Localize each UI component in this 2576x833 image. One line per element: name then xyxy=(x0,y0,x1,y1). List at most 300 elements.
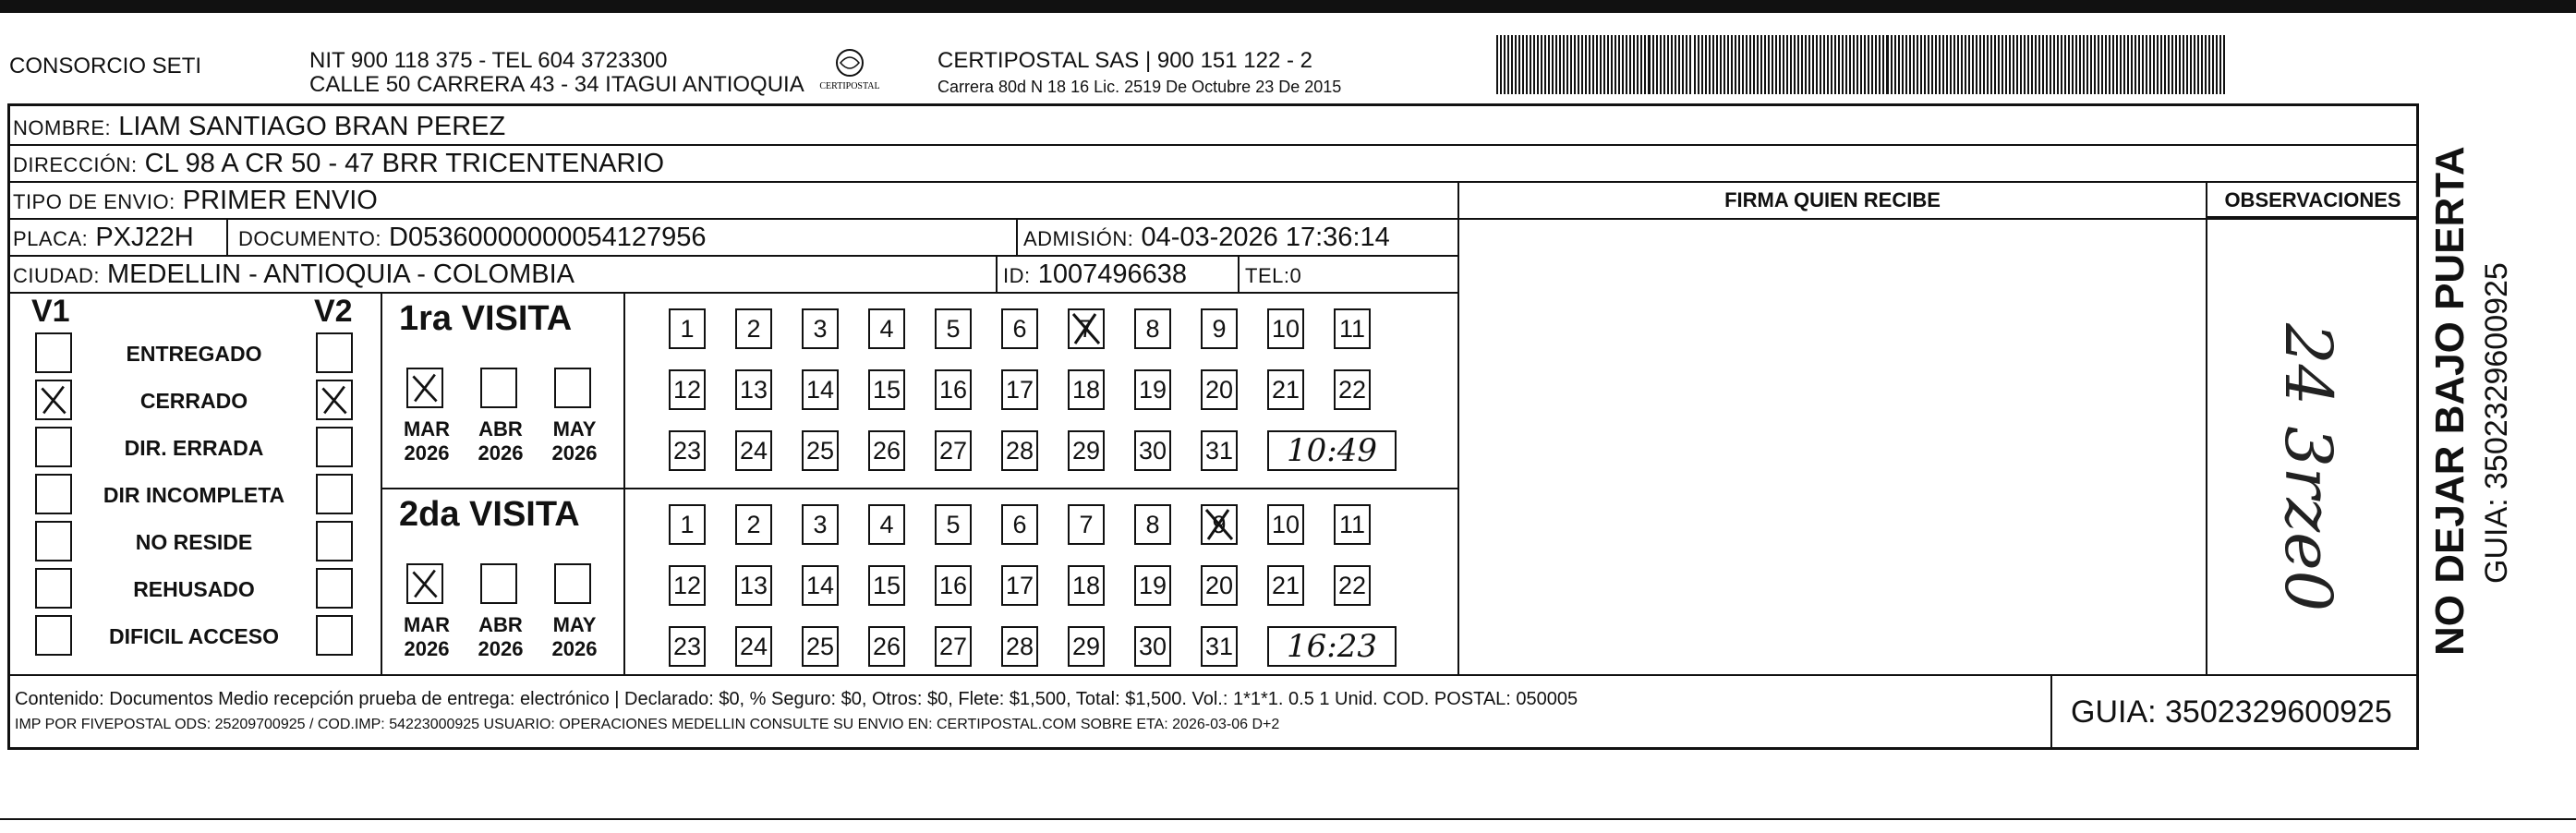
barcode-bar xyxy=(1797,35,1799,94)
month-checkbox[interactable] xyxy=(554,563,591,604)
status-label: DIR INCOMPLETA xyxy=(103,483,285,507)
barcode-bar xyxy=(1644,35,1646,94)
row-divider xyxy=(9,255,1457,257)
barcode-bar xyxy=(1735,35,1736,94)
v2-checkbox[interactable] xyxy=(316,427,353,467)
barcode-bar xyxy=(2002,35,2003,94)
barcode-bar xyxy=(1574,35,1576,94)
barcode-bar xyxy=(1663,35,1665,94)
month-checkbox[interactable] xyxy=(480,563,517,604)
id-label: ID: xyxy=(1003,264,1031,287)
barcode-bar xyxy=(2016,35,2018,94)
month-label xyxy=(473,417,528,465)
barcode-bar xyxy=(2075,35,2077,94)
barcode-bar xyxy=(1942,35,1944,94)
tel-label: TEL: xyxy=(1245,264,1290,287)
day-box[interactable]: 5 xyxy=(935,308,972,349)
barcode-bar xyxy=(1898,35,1900,94)
day-box[interactable]: 4 xyxy=(868,308,905,349)
barcode-bar xyxy=(2064,35,2066,94)
barcode-bar xyxy=(1511,35,1513,94)
barcode-bar xyxy=(2038,35,2040,94)
barcode-bar xyxy=(1772,35,1773,94)
day-box[interactable]: 15 xyxy=(868,369,905,410)
day-box[interactable]: 26 xyxy=(868,430,905,471)
month-name: MAR xyxy=(403,417,451,441)
barcode-bar xyxy=(1555,35,1557,94)
day-box[interactable]: 28 xyxy=(1001,626,1038,667)
barcode-bar xyxy=(1675,35,1676,94)
barcode-bar xyxy=(1689,35,1691,94)
barcode-bar xyxy=(1894,35,1896,94)
v2-checkbox[interactable] xyxy=(316,568,353,609)
month-year: 2026 xyxy=(478,637,524,660)
barcode-bar xyxy=(1875,35,1877,94)
admision-row xyxy=(1023,222,1390,255)
nombre-row xyxy=(13,111,505,144)
day-box[interactable]: 6 xyxy=(1001,504,1038,545)
firma-divider xyxy=(1457,181,1459,674)
barcode-bar xyxy=(1626,35,1627,94)
barcode-bar xyxy=(2175,35,2177,94)
barcode-bar xyxy=(1600,35,1602,94)
barcode-bar xyxy=(1678,35,1680,94)
barcode-bar xyxy=(1637,35,1639,94)
barcode-bar xyxy=(1968,35,1970,94)
day-box[interactable]: 30 xyxy=(1134,626,1171,667)
footer-content-line: Contenido: Documentos Medio recepción prueba de entrega: electrónico | Declarado: $0, % Seguro: $0, Otros: $0, Flete: $1,500, Total: $1,500. Vol.: 1*1*1. 0.5 1 Unid. COD. POSTAL: 050005 xyxy=(15,689,1578,709)
day-box[interactable]: 19 xyxy=(1134,369,1171,410)
barcode-bar xyxy=(2112,35,2114,94)
ciudad-value: MEDELLIN - ANTIOQUIA - COLOMBIA xyxy=(107,260,575,289)
barcode-bar xyxy=(1801,35,1803,94)
barcode-bar xyxy=(1548,35,1550,94)
barcode-bar xyxy=(1860,35,1862,94)
barcode-bar xyxy=(1603,35,1605,94)
barcode-bar xyxy=(1946,35,1948,94)
barcode-bar xyxy=(1853,35,1855,94)
day-box[interactable]: 11 xyxy=(1334,504,1371,545)
barcode-bar xyxy=(1794,35,1796,94)
tel-value: 0 xyxy=(1289,264,1301,287)
day-box[interactable]: 6 xyxy=(1001,308,1038,349)
barcode-bar xyxy=(1496,35,1498,94)
status-label: DIFICIL ACCESO xyxy=(108,624,279,648)
barcode-bar xyxy=(2086,35,2088,94)
barcode-bar xyxy=(1891,35,1893,94)
barcode-bar xyxy=(1834,35,1836,94)
barcode-bar xyxy=(1541,35,1542,94)
barcode xyxy=(1496,35,2235,94)
day-box[interactable]: 16 xyxy=(935,369,972,410)
barcode-bar xyxy=(2197,35,2199,94)
day-box[interactable]: 9 xyxy=(1201,504,1238,545)
barcode-bar xyxy=(2042,35,2044,94)
barcode-bar xyxy=(1515,35,1517,94)
barcode-bar xyxy=(1827,35,1829,94)
barcode-bar xyxy=(1972,35,1974,94)
carrier-line: CERTIPOSTAL SAS | 900 151 122 - 2 xyxy=(937,48,1312,73)
barcode-bar xyxy=(1831,35,1832,94)
day-box[interactable]: 7 xyxy=(1068,504,1105,545)
barcode-bar xyxy=(2068,35,2070,94)
day-box[interactable]: 15 xyxy=(868,565,905,606)
barcode-bar xyxy=(2072,35,2074,94)
month-label xyxy=(473,613,528,661)
day-box[interactable]: 23 xyxy=(669,430,706,471)
day-box[interactable]: 1 xyxy=(669,504,706,545)
barcode-bar xyxy=(1976,35,1977,94)
barcode-bar xyxy=(2146,35,2147,94)
logo-text: CERTIPOSTAL xyxy=(819,81,880,91)
day-box[interactable]: 18 xyxy=(1068,369,1105,410)
barcode-bar xyxy=(1552,35,1554,94)
month-year: 2026 xyxy=(551,637,598,660)
day-box[interactable]: 5 xyxy=(935,504,972,545)
barcode-bar xyxy=(2123,35,2125,94)
barcode-bar xyxy=(1790,35,1792,94)
observation-signature: 24 3rze0 xyxy=(2270,323,2346,612)
barcode-bar xyxy=(2186,35,2188,94)
barcode-bar xyxy=(1712,35,1714,94)
day-box[interactable]: 4 xyxy=(868,504,905,545)
day-box[interactable]: 17 xyxy=(1001,565,1038,606)
nit-line: NIT 900 118 375 - TEL 604 3723300 xyxy=(309,48,668,73)
barcode-bar xyxy=(2098,35,2099,94)
barcode-bar xyxy=(2168,35,2170,94)
barcode-bar xyxy=(2160,35,2162,94)
barcode-bar xyxy=(1842,35,1844,94)
barcode-bar xyxy=(1928,35,1929,94)
v2-checkbox[interactable] xyxy=(316,332,353,373)
barcode-bar xyxy=(1783,35,1784,94)
barcode-bar xyxy=(2105,35,2107,94)
id-value: 1007496638 xyxy=(1037,260,1187,289)
day-box[interactable]: 26 xyxy=(868,626,905,667)
barcode-bar xyxy=(1596,35,1598,94)
tipo-label: TIPO DE ENVIO: xyxy=(13,190,175,213)
barcode-bar xyxy=(1764,35,1766,94)
barcode-bar xyxy=(1902,35,1904,94)
barcode-bar xyxy=(1530,35,1531,94)
barcode-bar xyxy=(1570,35,1572,94)
cell-divider xyxy=(1238,255,1240,292)
barcode-bar xyxy=(1671,35,1673,94)
barcode-bar xyxy=(2046,35,2048,94)
barcode-bar xyxy=(1544,35,1546,94)
barcode-bar xyxy=(1618,35,1620,94)
day-box[interactable]: 20 xyxy=(1201,369,1238,410)
day-box[interactable]: 31 xyxy=(1201,626,1238,667)
barcode-bar xyxy=(1667,35,1669,94)
v2-checkbox[interactable] xyxy=(316,615,353,656)
barcode-bar xyxy=(1611,35,1613,94)
barcode-bar xyxy=(1682,35,1684,94)
barcode-bar xyxy=(1753,35,1755,94)
day-box[interactable]: 30 xyxy=(1134,430,1171,471)
barcode-bar xyxy=(1537,35,1539,94)
barcode-bar xyxy=(1709,35,1711,94)
barcode-bar xyxy=(1705,35,1707,94)
footer-guia: GUIA: 3502329600925 xyxy=(2071,694,2392,730)
month-label xyxy=(547,417,602,465)
barcode-bar xyxy=(1723,35,1725,94)
barcode-bar xyxy=(1640,35,1642,94)
barcode-bar xyxy=(1823,35,1825,94)
day-box[interactable]: 13 xyxy=(735,565,772,606)
day-box[interactable]: 2 xyxy=(735,504,772,545)
nombre-label: NOMBRE: xyxy=(13,116,112,139)
day-box[interactable]: 3 xyxy=(802,504,839,545)
day-box[interactable]: 7 xyxy=(1068,308,1105,349)
day-box[interactable]: 16 xyxy=(935,565,972,606)
certipostal-logo xyxy=(813,44,887,100)
month-checkbox[interactable] xyxy=(406,563,443,604)
barcode-bar xyxy=(1845,35,1847,94)
status-label: DIR. ERRADA xyxy=(124,436,264,460)
barcode-bar xyxy=(2171,35,2173,94)
obs-divider xyxy=(2206,181,2207,674)
visit-divider xyxy=(381,488,1457,489)
tipo-row xyxy=(13,185,378,218)
day-box[interactable]: 18 xyxy=(1068,565,1105,606)
day-box[interactable]: 25 xyxy=(802,430,839,471)
month-year: 2026 xyxy=(551,441,598,465)
day-box[interactable]: 28 xyxy=(1001,430,1038,471)
barcode-bar xyxy=(1615,35,1616,94)
footer-divider xyxy=(9,674,2419,676)
barcode-bar xyxy=(1652,35,1654,94)
barcode-bar xyxy=(2120,35,2122,94)
day-box[interactable]: 29 xyxy=(1068,430,1105,471)
month-name: MAY xyxy=(552,417,597,441)
status-label: ENTREGADO xyxy=(126,342,262,366)
barcode-bar xyxy=(2024,35,2026,94)
day-box[interactable]: 10 xyxy=(1267,504,1304,545)
barcode-bar xyxy=(2149,35,2151,94)
day-box[interactable]: 25 xyxy=(802,626,839,667)
barcode-bar xyxy=(1518,35,1520,94)
barcode-bar xyxy=(1507,35,1509,94)
barcode-bar xyxy=(1994,35,1996,94)
barcode-bar xyxy=(2157,35,2159,94)
month-name: ABR xyxy=(478,417,523,441)
firma-header: FIRMA QUIEN RECIBE xyxy=(1724,188,1941,211)
day-box[interactable]: 20 xyxy=(1201,565,1238,606)
day-box[interactable]: 21 xyxy=(1267,369,1304,410)
barcode-bar xyxy=(1864,35,1866,94)
barcode-bar xyxy=(1965,35,1966,94)
month-checkbox[interactable] xyxy=(480,368,517,408)
tel-row xyxy=(1245,260,1301,292)
day-box[interactable]: 31 xyxy=(1201,430,1238,471)
cell-divider xyxy=(1016,218,1018,255)
month-checkbox[interactable] xyxy=(406,368,443,408)
barcode-bar xyxy=(1838,35,1840,94)
documento-label: DOCUMENTO: xyxy=(238,227,381,250)
day-box[interactable]: 17 xyxy=(1001,369,1038,410)
day-box[interactable]: 23 xyxy=(669,626,706,667)
barcode-bar xyxy=(2127,35,2129,94)
ciudad-row xyxy=(13,259,574,292)
barcode-bar xyxy=(1522,35,1524,94)
barcode-bar xyxy=(2031,35,2033,94)
day-box[interactable]: 8 xyxy=(1134,308,1171,349)
month-name: ABR xyxy=(478,613,523,636)
admision-value: 04-03-2026 17:36:14 xyxy=(1141,223,1390,252)
barcode-bar xyxy=(1607,35,1609,94)
status-label: CERRADO xyxy=(139,389,248,413)
barcode-bar xyxy=(1990,35,1992,94)
tipo-value: PRIMER ENVIO xyxy=(182,186,378,215)
ciudad-label: CIUDAD: xyxy=(13,264,100,287)
barcode-bar xyxy=(2079,35,2081,94)
day-box[interactable]: 9 xyxy=(1201,308,1238,349)
barcode-bar xyxy=(1757,35,1759,94)
barcode-bar xyxy=(1585,35,1587,94)
barcode-bar xyxy=(2205,35,2207,94)
direccion-row xyxy=(13,148,664,181)
day-box[interactable]: 2 xyxy=(735,308,772,349)
direccion-label: DIRECCIÓN: xyxy=(13,153,138,176)
barcode-bar xyxy=(1746,35,1748,94)
obs-header-line xyxy=(2206,216,2419,218)
footer-print-line: IMP POR FIVEPOSTAL ODS: 25209700925 / COD.IMP: 54223000925 USUARIO: OPERACIONES MEDELLIN CONSULTE SU ENVIO EN: CERTIPOSTAL.COM SOBRE ETA: 2026-03-06 D+2 xyxy=(15,717,1280,732)
admision-label: ADMISIÓN: xyxy=(1023,227,1134,250)
barcode-bar xyxy=(1983,35,1985,94)
month-name: MAR xyxy=(403,613,451,636)
day-box[interactable]: 14 xyxy=(802,369,839,410)
no-dejar-bajo-puerta: NO DEJAR BAJO PUERTA xyxy=(2427,146,2473,656)
day-box[interactable]: 1 xyxy=(669,308,706,349)
placa-label: PLACA: xyxy=(13,227,89,250)
barcode-bar xyxy=(1939,35,1941,94)
v2-header: V2 xyxy=(314,294,353,329)
barcode-bar xyxy=(1742,35,1744,94)
barcode-bar xyxy=(1727,35,1729,94)
barcode-bar xyxy=(1738,35,1740,94)
barcode-bar xyxy=(1882,35,1884,94)
v2-checkbox[interactable] xyxy=(316,521,353,561)
v2-checkbox[interactable] xyxy=(316,474,353,514)
barcode-bar xyxy=(2020,35,2022,94)
barcode-bar xyxy=(1856,35,1858,94)
address-line: CALLE 50 CARRERA 43 - 34 ITAGUI ANTIOQUIA xyxy=(309,72,804,97)
day-box[interactable]: 14 xyxy=(802,565,839,606)
barcode-bar xyxy=(2138,35,2140,94)
day-box[interactable]: 22 xyxy=(1334,369,1371,410)
barcode-bar xyxy=(2027,35,2029,94)
barcode-bar xyxy=(1849,35,1851,94)
barcode-bar xyxy=(2194,35,2195,94)
barcode-bar xyxy=(1633,35,1635,94)
status-label: REHUSADO xyxy=(133,577,255,601)
barcode-bar xyxy=(2035,35,2037,94)
month-label xyxy=(399,417,454,465)
barcode-bar xyxy=(1731,35,1733,94)
visit-time: 16:23 xyxy=(1267,626,1397,667)
day-box[interactable]: 19 xyxy=(1134,565,1171,606)
day-box[interactable]: 27 xyxy=(935,626,972,667)
barcode-bar xyxy=(2013,35,2014,94)
barcode-bar xyxy=(1820,35,1821,94)
barcode-bar xyxy=(1879,35,1881,94)
barcode-bar xyxy=(1698,35,1699,94)
v2-checkbox[interactable] xyxy=(316,380,353,420)
barcode-bar xyxy=(1775,35,1777,94)
barcode-bar xyxy=(1500,35,1502,94)
company-name: CONSORCIO SETI xyxy=(9,54,202,78)
barcode-bar xyxy=(2116,35,2118,94)
barcode-bar xyxy=(2083,35,2085,94)
day-box[interactable]: 12 xyxy=(669,369,706,410)
footer-divider-v xyxy=(2050,674,2052,748)
barcode-bar xyxy=(1578,35,1579,94)
direccion-value: CL 98 A CR 50 - 47 BRR TRICENTENARIO xyxy=(144,149,665,178)
barcode-bar xyxy=(2201,35,2203,94)
barcode-bar xyxy=(1566,35,1568,94)
barcode-bar xyxy=(2090,35,2092,94)
barcode-bar xyxy=(1768,35,1770,94)
barcode-bar xyxy=(1504,35,1506,94)
barcode-bar xyxy=(1629,35,1631,94)
barcode-bar xyxy=(1953,35,1955,94)
month-checkbox[interactable] xyxy=(554,368,591,408)
barcode-bar xyxy=(1720,35,1722,94)
barcode-bar xyxy=(2009,35,2011,94)
day-box[interactable]: 10 xyxy=(1267,308,1304,349)
barcode-bar xyxy=(2057,35,2059,94)
day-box[interactable]: 27 xyxy=(935,430,972,471)
day-box[interactable]: 22 xyxy=(1334,565,1371,606)
barcode-bar xyxy=(2164,35,2166,94)
barcode-bar xyxy=(2223,35,2225,94)
top-border-bar xyxy=(0,0,2576,13)
barcode-bar xyxy=(1961,35,1963,94)
barcode-bar xyxy=(1931,35,1933,94)
id-row xyxy=(1003,259,1187,292)
barcode-bar xyxy=(1716,35,1718,94)
day-box[interactable]: 12 xyxy=(669,565,706,606)
day-box[interactable]: 24 xyxy=(735,626,772,667)
documento-value: D05360000000054127956 xyxy=(389,223,707,252)
day-box[interactable]: 13 xyxy=(735,369,772,410)
day-box[interactable]: 21 xyxy=(1267,565,1304,606)
placa-value: PXJ22H xyxy=(95,223,194,252)
barcode-bar xyxy=(1760,35,1762,94)
barcode-bar xyxy=(1701,35,1703,94)
barcode-bar xyxy=(2216,35,2218,94)
barcode-bar xyxy=(1779,35,1781,94)
barcode-bar xyxy=(1871,35,1873,94)
barcode-bar xyxy=(2219,35,2221,94)
barcode-bar xyxy=(1592,35,1594,94)
day-box[interactable]: 11 xyxy=(1334,308,1371,349)
barcode-bar xyxy=(1913,35,1915,94)
day-box[interactable]: 29 xyxy=(1068,626,1105,667)
month-year: 2026 xyxy=(404,637,450,660)
barcode-bar xyxy=(2053,35,2055,94)
cell-divider xyxy=(996,255,998,292)
barcode-bar xyxy=(1924,35,1926,94)
barcode-bar xyxy=(1563,35,1565,94)
visit-title: 1ra VISITA xyxy=(399,299,573,338)
day-box[interactable]: 8 xyxy=(1134,504,1171,545)
day-box[interactable]: 24 xyxy=(735,430,772,471)
barcode-bar xyxy=(2005,35,2007,94)
day-box[interactable]: 3 xyxy=(802,308,839,349)
row-divider xyxy=(9,181,2419,183)
